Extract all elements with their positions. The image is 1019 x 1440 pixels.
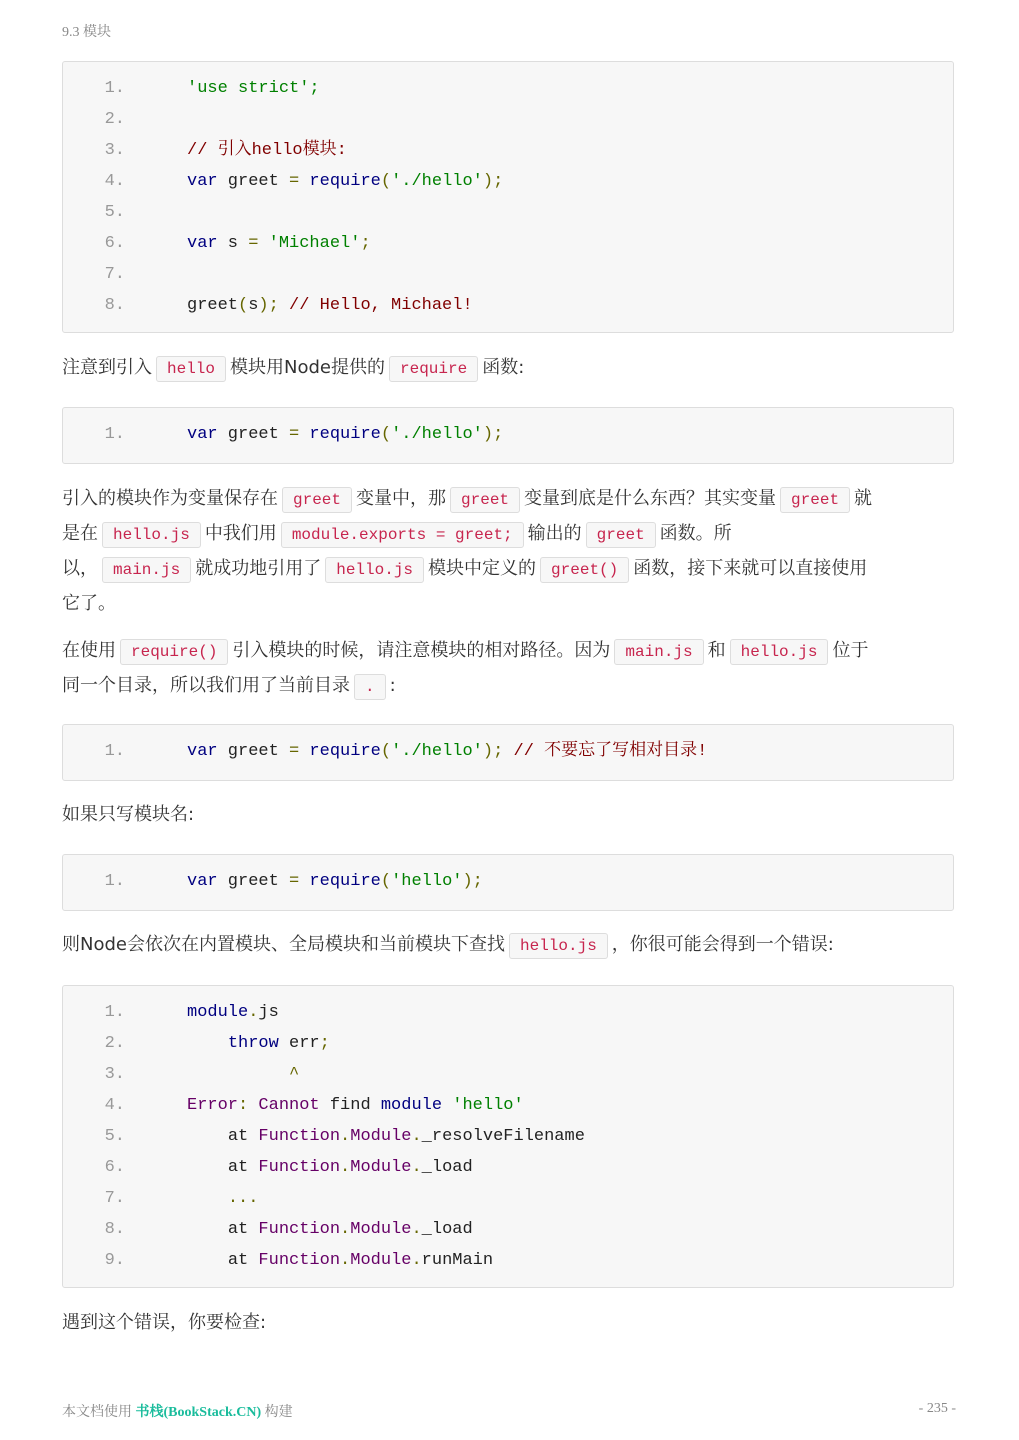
code-punctuation: ); bbox=[482, 425, 504, 444]
text: 在使用 bbox=[62, 640, 116, 661]
code-identifier: at bbox=[227, 1158, 259, 1177]
code-keyword: var bbox=[187, 234, 218, 253]
code-line bbox=[63, 1217, 953, 1248]
code-block-main-js bbox=[62, 61, 954, 333]
code-punctuation: ; bbox=[360, 234, 371, 253]
code-block-error-output bbox=[62, 985, 954, 1288]
indent bbox=[187, 1251, 228, 1270]
text: : bbox=[389, 675, 396, 696]
code-string: './hello' bbox=[391, 742, 483, 761]
code-line bbox=[63, 262, 953, 293]
code-operator: = bbox=[289, 425, 300, 444]
inline-code: module.exports = greet; bbox=[281, 522, 524, 548]
line-number: 3. bbox=[104, 1065, 125, 1084]
paragraph bbox=[62, 482, 954, 620]
code-punctuation: ); bbox=[482, 172, 504, 191]
text: 位于 bbox=[832, 640, 869, 661]
footer-text: 构建 bbox=[261, 1405, 293, 1420]
code-keyword: throw bbox=[227, 1034, 279, 1053]
code-punctuation: ( bbox=[380, 872, 392, 891]
text: 同一个目录，所以我们用了当前目录 bbox=[62, 675, 350, 696]
line-number: 1. bbox=[104, 1003, 125, 1022]
code-type: Function bbox=[258, 1158, 341, 1177]
code-keyword: var bbox=[187, 425, 218, 444]
inline-code: greet() bbox=[540, 557, 629, 583]
code-punctuation: . bbox=[340, 1127, 351, 1146]
inline-code: greet bbox=[282, 487, 352, 513]
line-number: 1. bbox=[104, 79, 125, 98]
text: 引入模块的时候，请注意模块的相对路径。因为 bbox=[232, 640, 611, 661]
paragraph bbox=[62, 351, 954, 386]
paragraph bbox=[62, 634, 954, 704]
code-operator: = bbox=[289, 742, 300, 761]
paragraph bbox=[62, 798, 954, 831]
code-string: './hello' bbox=[391, 425, 483, 444]
code-function: require bbox=[299, 172, 381, 191]
line-number: 4. bbox=[104, 172, 125, 191]
text: ，你很可能会得到一个错误: bbox=[611, 934, 834, 955]
text: 输出的 bbox=[527, 523, 582, 544]
code-ellipsis: ... bbox=[227, 1189, 259, 1208]
inline-code: hello.js bbox=[102, 522, 201, 548]
line-number: 6. bbox=[104, 1158, 125, 1177]
code-punctuation: . bbox=[411, 1158, 422, 1177]
code-identifier: at bbox=[227, 1220, 259, 1239]
code-operator: = bbox=[289, 172, 300, 191]
code-line bbox=[63, 138, 953, 169]
line-number: 4. bbox=[104, 1096, 125, 1115]
line-number: 9. bbox=[104, 1251, 125, 1270]
code-identifier: greet bbox=[217, 425, 290, 444]
page-number: - 235 - bbox=[918, 1401, 956, 1416]
text: 函数: bbox=[482, 357, 525, 378]
code-type: Module bbox=[350, 1220, 412, 1239]
code-block-require bbox=[62, 407, 954, 464]
code-identifier: _resolveFilename bbox=[421, 1127, 585, 1146]
code-block-module-name bbox=[62, 854, 954, 911]
indent bbox=[187, 1034, 228, 1053]
line-number: 5. bbox=[104, 1127, 125, 1146]
text: 模块中定义的 bbox=[428, 558, 537, 579]
text: 注意到引入 bbox=[62, 357, 152, 378]
inline-code: main.js bbox=[614, 639, 703, 665]
code-identifier: runMain bbox=[421, 1251, 494, 1270]
code-string: 'use strict'; bbox=[187, 79, 320, 98]
indent bbox=[187, 1220, 228, 1239]
inline-code: hello.js bbox=[509, 933, 608, 959]
code-function: require bbox=[299, 425, 381, 444]
code-punctuation: ( bbox=[380, 742, 392, 761]
line-number: 8. bbox=[104, 296, 125, 315]
code-line bbox=[63, 422, 953, 453]
code-line bbox=[63, 869, 953, 900]
code-identifier: greet bbox=[217, 872, 290, 891]
code-operator: = bbox=[248, 234, 259, 253]
code-string: 'hello' bbox=[442, 1096, 524, 1115]
code-keyword: var bbox=[187, 872, 218, 891]
line-number: 7. bbox=[104, 265, 125, 284]
paragraph bbox=[62, 928, 954, 963]
code-type: Function bbox=[258, 1127, 341, 1146]
code-identifier: js bbox=[258, 1003, 279, 1022]
code-type: Module bbox=[350, 1127, 412, 1146]
code-line bbox=[63, 739, 953, 770]
text: 就成功地引用了 bbox=[195, 558, 322, 579]
code-identifier: err bbox=[278, 1034, 320, 1053]
code-line bbox=[63, 1186, 953, 1217]
code-keyword: module bbox=[370, 1096, 443, 1115]
code-comment: // 不要忘了写相对目录! bbox=[503, 742, 708, 761]
code-line bbox=[63, 1248, 953, 1279]
code-function: require bbox=[299, 872, 381, 891]
code-string: 'Michael' bbox=[258, 234, 361, 253]
code-type: Function bbox=[258, 1251, 341, 1270]
text: 是在 bbox=[62, 523, 98, 544]
code-line bbox=[63, 1124, 953, 1155]
code-punctuation: . bbox=[340, 1251, 351, 1270]
code-punctuation: . bbox=[340, 1158, 351, 1177]
text: 中我们用 bbox=[204, 523, 277, 544]
code-identifier: greet bbox=[217, 742, 290, 761]
text: 模块用Node提供的 bbox=[230, 357, 385, 378]
code-punctuation: . bbox=[248, 1003, 259, 1022]
inline-code: require() bbox=[120, 639, 228, 665]
code-punctuation: ; bbox=[319, 1034, 330, 1053]
line-number: 8. bbox=[104, 1220, 125, 1239]
text: 遇到这个错误，你要检查: bbox=[62, 1312, 267, 1333]
text: 函数。所 bbox=[659, 523, 732, 544]
inline-code: greet bbox=[586, 522, 656, 548]
inline-code: greet bbox=[780, 487, 850, 513]
footer-credit bbox=[62, 1401, 293, 1421]
code-line bbox=[63, 1155, 953, 1186]
code-line bbox=[63, 1093, 953, 1124]
code-punctuation: . bbox=[411, 1127, 422, 1146]
code-type: Cannot bbox=[248, 1096, 320, 1115]
inline-code: greet bbox=[450, 487, 520, 513]
code-identifier: at bbox=[227, 1127, 259, 1146]
code-comment: // Hello, Michael! bbox=[278, 296, 473, 315]
text: 则Node会依次在内置模块、全局模块和当前模块下查找 bbox=[62, 934, 505, 955]
code-identifier: find bbox=[319, 1096, 371, 1115]
line-number: 6. bbox=[104, 234, 125, 253]
code-string: 'hello' bbox=[391, 872, 463, 891]
indent bbox=[187, 1189, 228, 1208]
line-number: 2. bbox=[104, 1034, 125, 1053]
code-identifier: _load bbox=[421, 1158, 473, 1177]
code-punctuation: ); bbox=[462, 872, 483, 891]
line-number: 5. bbox=[104, 203, 125, 222]
line-number: 1. bbox=[104, 872, 125, 891]
text: 引入的模块作为变量保存在 bbox=[62, 488, 278, 509]
code-type: Module bbox=[350, 1158, 412, 1177]
code-punctuation: . bbox=[411, 1220, 422, 1239]
code-type: Function bbox=[258, 1220, 341, 1239]
code-identifier: s bbox=[217, 234, 249, 253]
line-number: 2. bbox=[104, 110, 125, 129]
indent bbox=[187, 1158, 228, 1177]
running-header: 9.3 模块 bbox=[62, 25, 111, 40]
code-line bbox=[63, 107, 953, 138]
footer-text: 本文档使用 bbox=[62, 1405, 136, 1420]
code-comment: // 引入hello模块: bbox=[187, 141, 347, 160]
text: 和 bbox=[707, 640, 726, 661]
text: 变量到底是什么东西？其实变量 bbox=[524, 488, 777, 509]
inline-code: hello bbox=[156, 356, 226, 382]
footer-brand-link[interactable]: 书栈(BookStack.CN) bbox=[135, 1405, 262, 1420]
indent bbox=[187, 1127, 228, 1146]
code-identifier: s bbox=[248, 296, 259, 315]
line-number: 3. bbox=[104, 141, 125, 160]
code-line bbox=[63, 1031, 953, 1062]
code-line bbox=[63, 169, 953, 200]
text: 如果只写模块名: bbox=[62, 804, 195, 825]
line-number: 1. bbox=[104, 425, 125, 444]
line-number: 7. bbox=[104, 1189, 125, 1208]
code-line bbox=[63, 231, 953, 262]
code-line bbox=[63, 76, 953, 107]
code-punctuation: ); bbox=[482, 742, 504, 761]
code-caret: ^ bbox=[187, 1065, 300, 1084]
code-operator: = bbox=[289, 872, 300, 891]
line-number: 1. bbox=[104, 742, 125, 761]
code-punctuation: ( bbox=[238, 296, 249, 315]
code-identifier: _load bbox=[421, 1220, 473, 1239]
code-punctuation: . bbox=[340, 1220, 351, 1239]
code-punctuation: ( bbox=[380, 425, 392, 444]
text: 它了。 bbox=[62, 593, 116, 614]
code-keyword: var bbox=[187, 172, 218, 191]
paragraph bbox=[62, 1306, 954, 1339]
inline-code: require bbox=[389, 356, 478, 382]
code-identifier: at bbox=[227, 1251, 259, 1270]
code-keyword: var bbox=[187, 742, 218, 761]
text: 以， bbox=[62, 558, 98, 579]
code-identifier: greet bbox=[187, 296, 239, 315]
inline-code: . bbox=[354, 674, 386, 700]
inline-code: hello.js bbox=[325, 557, 424, 583]
inline-code: main.js bbox=[102, 557, 191, 583]
code-line bbox=[63, 1062, 953, 1093]
code-keyword: module bbox=[187, 1003, 249, 1022]
code-function: require bbox=[299, 742, 381, 761]
text: 函数，接下来就可以直接使用 bbox=[633, 558, 868, 579]
code-line bbox=[63, 293, 953, 324]
code-punctuation: ); bbox=[258, 296, 279, 315]
code-identifier: greet bbox=[217, 172, 290, 191]
code-punctuation: : bbox=[238, 1096, 249, 1115]
code-line bbox=[63, 200, 953, 231]
text: 变量中，那 bbox=[356, 488, 447, 509]
text: 就 bbox=[854, 488, 873, 509]
code-block-relative-path bbox=[62, 724, 954, 781]
code-string: './hello' bbox=[391, 172, 483, 191]
code-punctuation: . bbox=[411, 1251, 422, 1270]
code-punctuation: ( bbox=[380, 172, 392, 191]
code-type: Error bbox=[187, 1096, 239, 1115]
inline-code: hello.js bbox=[730, 639, 829, 665]
code-type: Module bbox=[350, 1251, 412, 1270]
code-line bbox=[63, 1000, 953, 1031]
